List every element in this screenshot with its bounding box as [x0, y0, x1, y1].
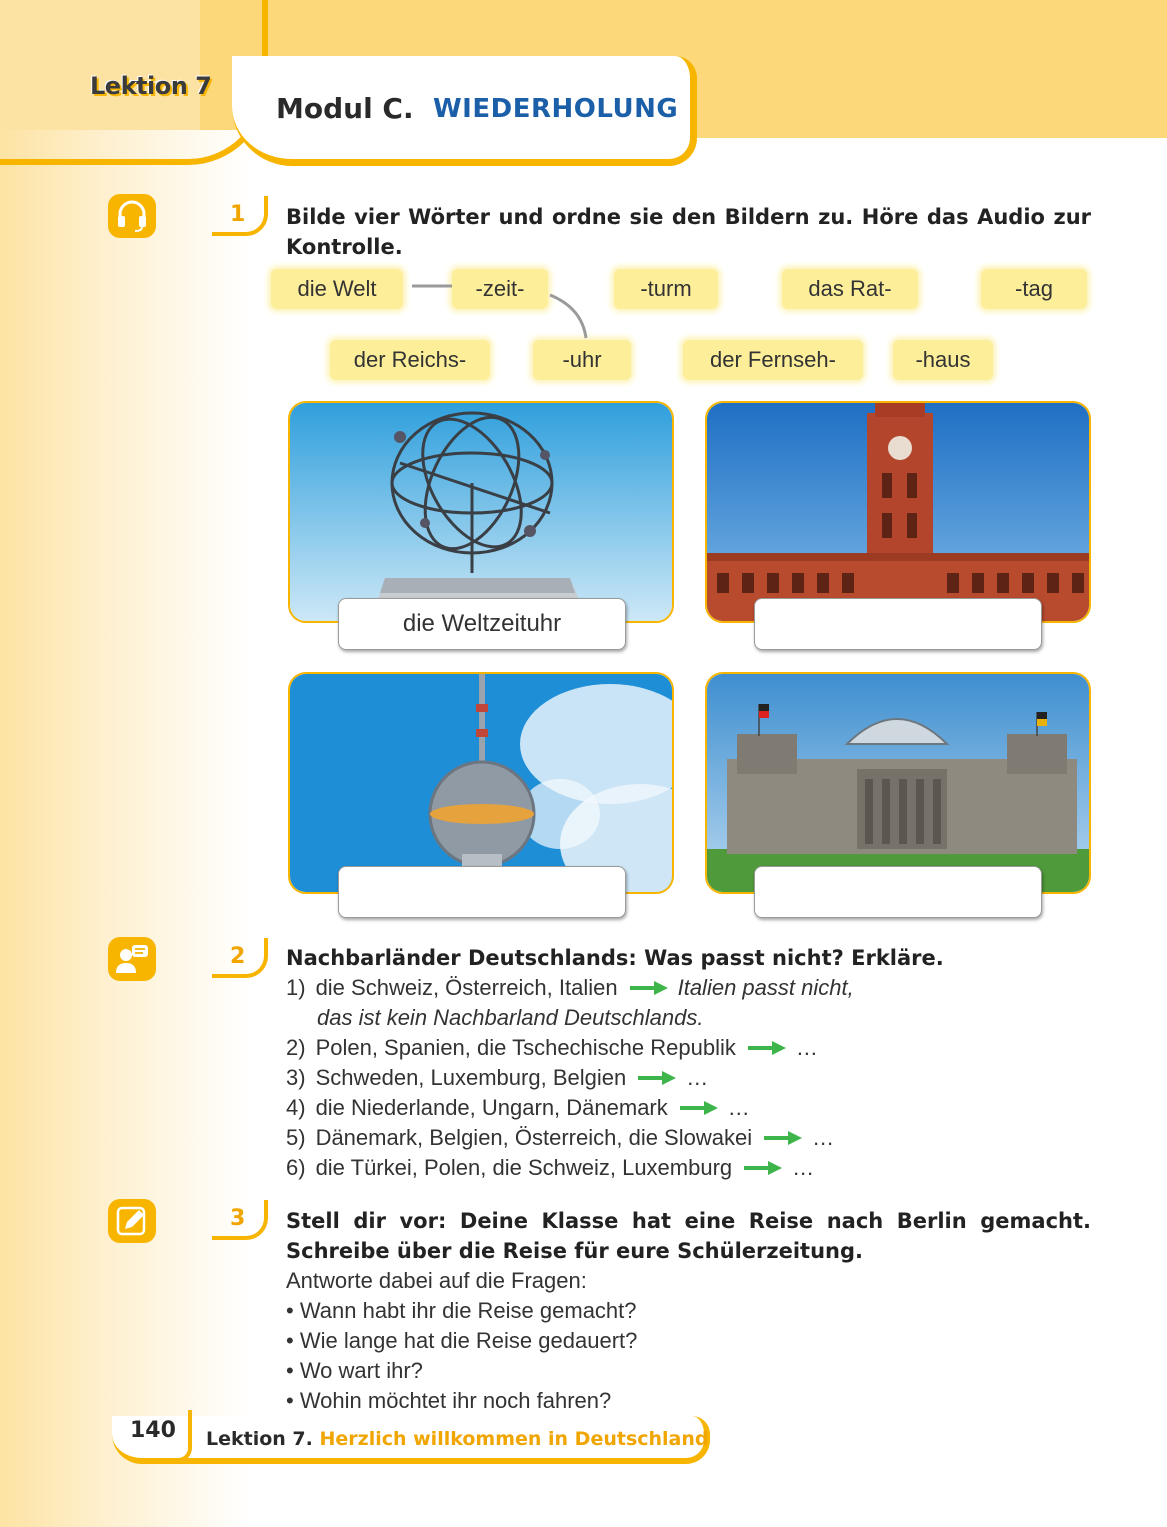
question-item: • Wie lange hat die Reise gedauert?	[286, 1328, 638, 1353]
item-text: Schweden, Luxemburg, Belgien	[315, 1065, 627, 1090]
item-answer: …	[686, 1065, 709, 1090]
list-item	[286, 1123, 854, 1153]
list-item	[286, 1033, 854, 1063]
task2-list	[286, 973, 854, 1183]
word-chip[interactable]: der Fernseh-	[683, 340, 863, 380]
word-chip[interactable]: -tag	[981, 269, 1087, 309]
page-number-hook	[172, 1410, 192, 1462]
arrow-right-icon	[748, 1040, 786, 1056]
arrow-right-icon	[744, 1160, 782, 1176]
task1-instruction: Bilde vier Wörter und ordne sie den Bildern zu. Höre das Audio zur Kontrolle.	[286, 205, 1091, 259]
word-chip[interactable]: der Reichs-	[330, 340, 490, 380]
list-item	[286, 973, 854, 1003]
task3-intro: Antworte dabei auf die Fragen:	[286, 1268, 587, 1293]
photo-weltzeituhr	[288, 401, 674, 623]
task-number: 1	[230, 202, 246, 227]
word-chip[interactable]: -turm	[614, 269, 718, 309]
item-answer: …	[795, 1035, 818, 1060]
photo-reichstag	[705, 672, 1091, 894]
arrow-right-icon	[630, 980, 668, 996]
footer-lektion-title: Herzlich willkommen in Deutschland	[319, 1428, 709, 1450]
word-chip[interactable]: -haus	[893, 340, 993, 380]
list-item-continuation	[286, 1003, 854, 1033]
question-item: • Wann habt ihr die Reise gemacht?	[286, 1298, 637, 1323]
page-number: 140	[130, 1418, 176, 1443]
task3-instruction: Stell dir vor: Deine Klasse hat eine Reise nach Berlin gemacht. Schreibe über die Reise für eure Schülerzeitung.	[286, 1209, 1091, 1263]
connector-lines	[400, 278, 600, 348]
question-item: • Wo wart ihr?	[286, 1358, 423, 1383]
answer-box-reichstag[interactable]	[754, 866, 1042, 918]
item-number: 1)	[286, 975, 306, 1000]
task-number: 2	[230, 944, 246, 969]
pencil-icon	[108, 1199, 156, 1243]
answer-box-weltzeituhr[interactable]: die Weltzeituhr	[338, 598, 626, 650]
headphones-icon	[108, 194, 156, 238]
photo-rotes-rathaus	[705, 401, 1091, 623]
item-answer: Italien passt nicht,	[677, 975, 854, 1000]
list-item	[286, 1093, 854, 1123]
item-answer-continuation: das ist kein Nachbarland Deutschlands.	[317, 1005, 704, 1030]
answer-box-fernsehturm[interactable]	[338, 866, 626, 918]
word-chip[interactable]: die Welt	[271, 269, 403, 309]
item-text: Dänemark, Belgien, Österreich, die Slowakei	[315, 1125, 753, 1150]
left-margin-band	[0, 130, 250, 1527]
item-text: die Schweiz, Österreich, Italien	[315, 975, 618, 1000]
task-number: 3	[230, 1206, 246, 1231]
item-answer: …	[727, 1095, 750, 1120]
word-chip[interactable]: -zeit-	[452, 269, 548, 309]
page-title: WIEDERHOLUNG	[433, 94, 679, 124]
lektion-tab: Lektion 7	[90, 72, 212, 100]
item-text: die Türkei, Polen, die Schweiz, Luxemburg	[315, 1155, 733, 1180]
item-text: die Niederlande, Ungarn, Dänemark	[315, 1095, 668, 1120]
modul-label: Modul C.	[276, 92, 414, 125]
item-number: 2)	[286, 1035, 306, 1060]
word-chip[interactable]: -uhr	[533, 340, 631, 380]
task3-questions	[286, 1266, 637, 1416]
item-answer: …	[792, 1155, 815, 1180]
footer-lektion	[206, 1428, 709, 1450]
list-item	[286, 1153, 854, 1183]
arrow-right-icon	[764, 1130, 802, 1146]
answer-box-rathaus[interactable]	[754, 598, 1042, 650]
photo-fernsehturm	[288, 672, 674, 894]
task2-instruction: Nachbarländer Deutschlands: Was passt nicht? Erkläre.	[286, 946, 944, 970]
list-item	[286, 1063, 854, 1093]
item-number: 5)	[286, 1125, 306, 1150]
arrow-right-icon	[680, 1100, 718, 1116]
item-answer: …	[812, 1125, 835, 1150]
item-number: 6)	[286, 1155, 306, 1180]
word-chip[interactable]: das Rat-	[782, 269, 918, 309]
dialogue-icon	[108, 937, 156, 981]
item-text: Polen, Spanien, die Tschechische Republik	[315, 1035, 736, 1060]
item-number: 3)	[286, 1065, 306, 1090]
arrow-right-icon	[638, 1070, 676, 1086]
item-number: 4)	[286, 1095, 306, 1120]
question-item: • Wohin möchtet ihr noch fahren?	[286, 1388, 612, 1413]
footer-lektion-label: Lektion 7.	[206, 1428, 313, 1450]
